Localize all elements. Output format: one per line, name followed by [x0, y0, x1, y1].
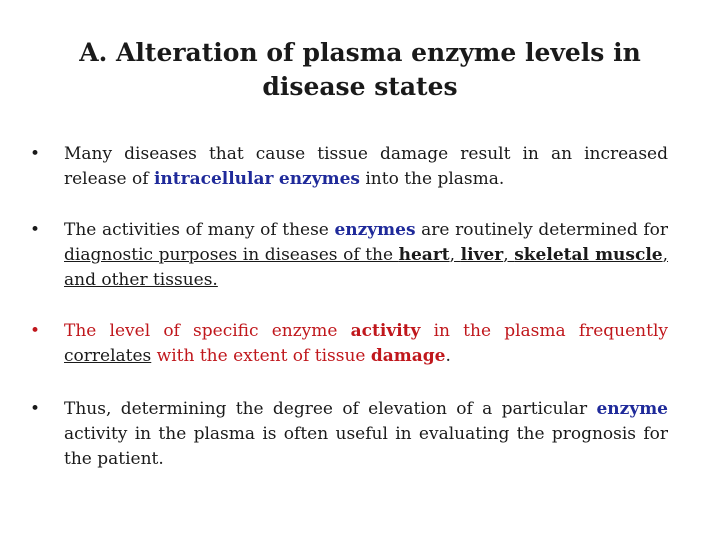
highlight-activity: activity	[350, 321, 421, 341]
organ-skeletal-muscle: skeletal muscle	[514, 245, 663, 265]
bullet-item-1	[28, 142, 668, 192]
bullet-dot-icon: •	[29, 321, 41, 341]
highlight-damage: damage	[370, 346, 446, 366]
text-span: Many diseases that cause tissue damage result in an increased release of	[64, 144, 668, 189]
text-span: activity in the plasma is often useful in evaluating the prognosis for the patient.	[64, 424, 668, 469]
organ-heart: heart	[398, 245, 450, 265]
text-span: .	[445, 346, 451, 366]
text-span: are routinely determined for	[415, 220, 668, 240]
bullet-dot-icon: •	[29, 399, 41, 419]
text-span: in the plasma frequently	[420, 321, 669, 341]
bullet-item-2	[28, 218, 668, 293]
text-span: Thus, determining the degree of elevation of a particular	[64, 399, 597, 419]
highlight-enzymes: enzymes	[334, 220, 416, 240]
text-span: , and other tissues.	[64, 245, 669, 290]
highlight-enzyme: enzyme	[596, 399, 668, 419]
text-span: ,	[449, 245, 461, 265]
organ-liver: liver	[460, 245, 504, 265]
bullet-dot-icon: •	[29, 144, 41, 164]
text-span: The activities of many of these	[64, 220, 335, 240]
slide-title: A. Alteration of plasma enzyme levels in disease states	[79, 38, 641, 101]
text-span: The level of specific enzyme	[64, 321, 351, 341]
bullet-item-3	[28, 319, 668, 369]
text-span: into the plasma.	[359, 169, 505, 189]
highlight-enzymes: enzymes	[278, 169, 360, 189]
text-span: with the extent of tissue	[151, 346, 371, 366]
underlined-correlates: correlates	[64, 346, 152, 366]
bullet-dot-icon: •	[29, 220, 41, 240]
text-span: ,	[503, 245, 515, 265]
underlined-purposes: diagnostic purposes in diseases of the	[64, 245, 399, 265]
bullet-item-4	[28, 397, 668, 472]
bullet-list	[28, 142, 668, 472]
highlight-intracellular: intracellular	[153, 169, 274, 189]
